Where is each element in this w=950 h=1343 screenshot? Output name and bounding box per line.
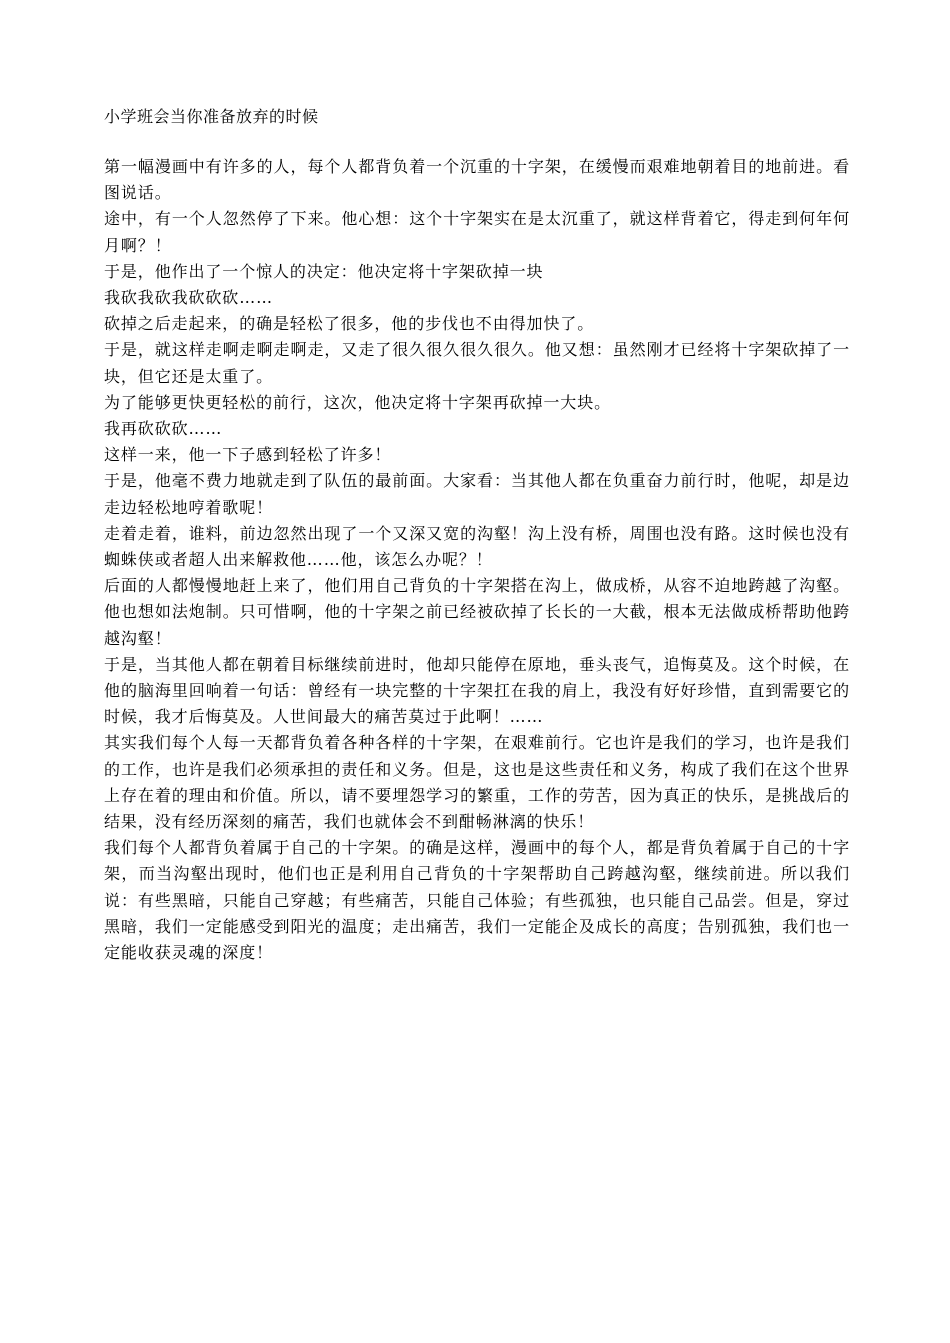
paragraph: 于是，他毫不费力地就走到了队伍的最前面。大家看：当其他人都在负重奋力前行时，他呢，却是边走边轻松地哼着歌呢！ [104,471,850,517]
paragraph: 我们每个人都背负着属于自己的十字架。的确是这样，漫画中的每个人，都是背负着属于自己的十字架，而当沟壑出现时，他们也正是利用自己背负的十字架帮助自己跨越沟壑，继续前进。所以我们说：有些黑暗，只能自己穿越；有些痛苦，只能自己体验；有些孤独，也只能自己品尝。但是，穿过黑暗，我们一定能感受到阳光的温度；走出痛苦，我们一定能企及成长的高度；告别孤独，我们也一定能收获灵魂的深度！ [104,838,850,963]
document-page [104,104,850,966]
paragraph: 于是，当其他人都在朝着目标继续前进时，他却只能停在原地，垂头丧气，追悔莫及。这个时候，在他的脑海里回响着一句话：曾经有一块完整的十字架扛在我的肩上，我没有好好珍惜，直到需要它的时候，我才后悔莫及。人世间最大的痛苦莫过于此啊！…… [104,654,850,727]
paragraph: 于是，他作出了一个惊人的决定：他决定将十字架砍掉一块 [104,261,544,281]
paragraph: 砍掉之后走起来，的确是轻松了很多，他的步伐也不由得加快了。 [104,314,595,334]
paragraph: 后面的人都慢慢地赶上来了，他们用自己背负的十字架搭在沟上，做成桥，从容不迫地跨越了沟壑。他也想如法炮制。只可惜啊，他的十字架之前已经被砍掉了长长的一大截，根本无法做成桥帮助他跨越沟壑！ [104,576,850,648]
paragraph: 途中，有一个人忽然停了下来。他心想：这个十字架实在是太沉重了，就这样背着它，得走到何年何月啊？！ [104,209,850,255]
document-body [104,154,850,966]
paragraph: 其实我们每个人每一天都背负着各种各样的十字架，在艰难前行。它也许是我们的学习，也许是我们的工作，也许是我们必须承担的责任和义务。但是，这也是这些责任和义务，构成了我们在这个世界上存在着的理由和价值。所以，请不要埋怨学习的繁重，工作的劳苦，因为真正的快乐，是挑战后的结果，没有经历深刻的痛苦，我们也就体会不到酣畅淋漓的快乐！ [104,733,850,832]
paragraph: 为了能够更快更轻松的前行，这次，他决定将十字架再砍掉一大块。 [104,392,612,412]
paragraph: 第一幅漫画中有许多的人，每个人都背负着一个沉重的十字架，在缓慢而艰难地朝着目的地前进。看图说话。 [104,157,850,203]
paragraph: 走着走着，谁料，前边忽然出现了一个又深又宽的沟壑！沟上没有桥，周围也没有路。这时候也没有蜘蛛侠或者超人出来解救他……他，该怎么办呢？！ [104,523,850,570]
paragraph: 我再砍砍砍…… [104,419,223,439]
paragraph: 这样一来，他一下子感到轻松了许多！ [104,445,392,465]
paragraph: 于是，就这样走啊走啊走啊走，又走了很久很久很久很久。他又想：虽然刚才已经将十字架砍掉了一块，但它还是太重了。 [104,340,850,386]
paragraph: 我砍我砍我砍砍砍…… [104,288,274,308]
document-title: 小学班会当你准备放弃的时候 [104,107,319,126]
